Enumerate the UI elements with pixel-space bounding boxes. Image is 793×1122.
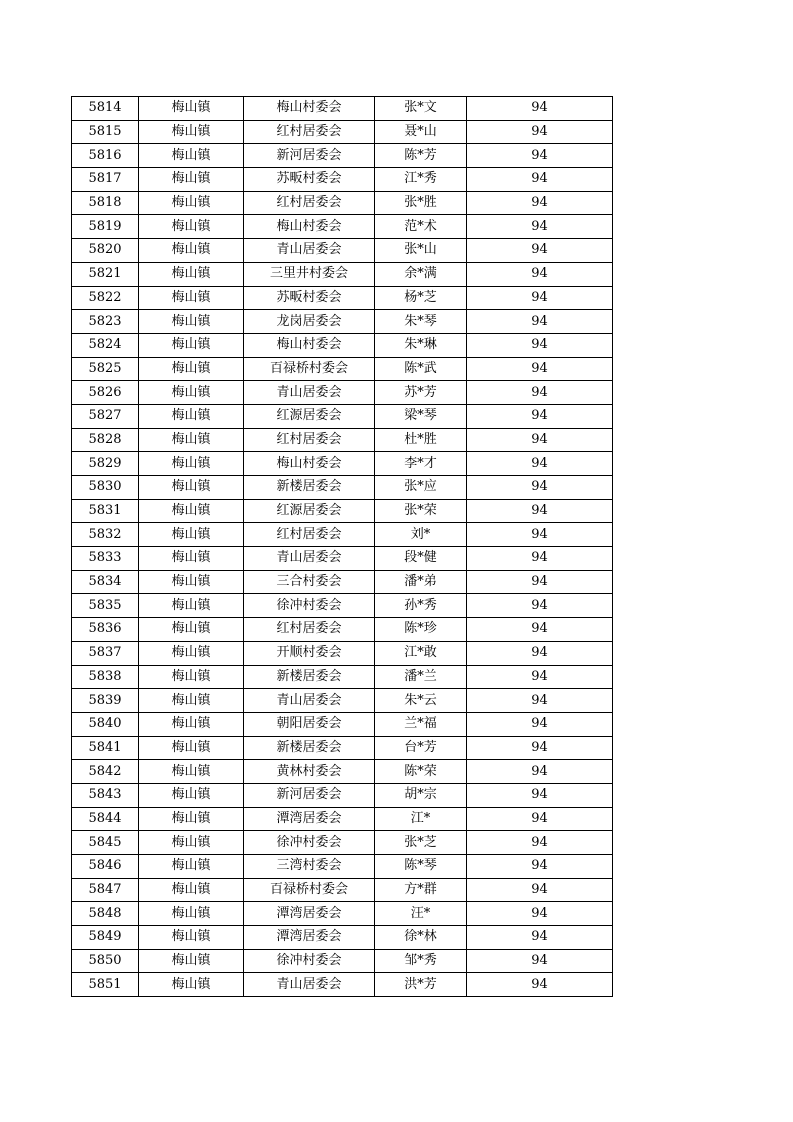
committee-cell: 青山居委会 [244,547,375,571]
town-cell: 梅山镇 [139,831,244,855]
committee-cell: 梅山村委会 [244,452,375,476]
score-cell: 94 [467,973,613,997]
serial-cell: 5825 [72,357,139,381]
serial-cell: 5822 [72,286,139,310]
table-row [72,310,613,334]
score-cell: 94 [467,215,613,239]
table-row [72,902,613,926]
score-cell: 94 [467,736,613,760]
table-row [72,452,613,476]
serial-cell: 5826 [72,381,139,405]
score-cell: 94 [467,452,613,476]
serial-cell: 5834 [72,570,139,594]
score-cell: 94 [467,618,613,642]
score-cell: 94 [467,476,613,500]
table-row [72,381,613,405]
committee-cell: 百禄桥村委会 [244,878,375,902]
name-cell: 张*芝 [375,831,467,855]
name-cell: 江* [375,807,467,831]
committee-cell: 红村居委会 [244,191,375,215]
table-row [72,286,613,310]
serial-cell: 5838 [72,665,139,689]
score-cell: 94 [467,333,613,357]
score-cell: 94 [467,949,613,973]
town-cell: 梅山镇 [139,97,244,121]
serial-cell: 5833 [72,547,139,571]
score-cell: 94 [467,712,613,736]
committee-cell: 徐冲村委会 [244,594,375,618]
table-row [72,215,613,239]
table-row [72,191,613,215]
table-row [72,570,613,594]
table-row [72,499,613,523]
name-cell: 杨*芝 [375,286,467,310]
town-cell: 梅山镇 [139,286,244,310]
committee-cell: 潭湾居委会 [244,807,375,831]
serial-cell: 5815 [72,120,139,144]
score-cell: 94 [467,831,613,855]
committee-cell: 红源居委会 [244,404,375,428]
score-cell: 94 [467,97,613,121]
serial-cell: 5851 [72,973,139,997]
committee-cell: 青山居委会 [244,973,375,997]
name-cell: 洪*芳 [375,973,467,997]
table-row [72,262,613,286]
committee-cell: 三湾村委会 [244,855,375,879]
score-cell: 94 [467,191,613,215]
town-cell: 梅山镇 [139,428,244,452]
committee-cell: 梅山村委会 [244,97,375,121]
score-cell: 94 [467,381,613,405]
table-row [72,618,613,642]
table-row [72,97,613,121]
name-cell: 张*应 [375,476,467,500]
town-cell: 梅山镇 [139,191,244,215]
table-row [72,855,613,879]
serial-cell: 5850 [72,949,139,973]
committee-cell: 青山居委会 [244,689,375,713]
committee-cell: 龙岗居委会 [244,310,375,334]
committee-cell: 三合村委会 [244,570,375,594]
name-cell: 江*敢 [375,641,467,665]
score-cell: 94 [467,168,613,192]
town-cell: 梅山镇 [139,926,244,950]
serial-cell: 5824 [72,333,139,357]
name-cell: 兰*福 [375,712,467,736]
score-cell: 94 [467,760,613,784]
score-cell: 94 [467,689,613,713]
town-cell: 梅山镇 [139,357,244,381]
score-cell: 94 [467,523,613,547]
score-cell: 94 [467,665,613,689]
score-cell: 94 [467,807,613,831]
name-cell: 段*健 [375,547,467,571]
score-cell: 94 [467,570,613,594]
table-body [72,97,613,997]
serial-cell: 5845 [72,831,139,855]
name-cell: 汪* [375,902,467,926]
town-cell: 梅山镇 [139,239,244,263]
committee-cell: 红村居委会 [244,428,375,452]
town-cell: 梅山镇 [139,665,244,689]
table-row [72,239,613,263]
table-row [72,973,613,997]
serial-cell: 5849 [72,926,139,950]
serial-cell: 5830 [72,476,139,500]
score-cell: 94 [467,878,613,902]
score-cell: 94 [467,310,613,334]
name-cell: 朱*琳 [375,333,467,357]
town-cell: 梅山镇 [139,404,244,428]
name-cell: 台*芳 [375,736,467,760]
committee-cell: 新楼居委会 [244,736,375,760]
name-cell: 徐*林 [375,926,467,950]
committee-cell: 新河居委会 [244,144,375,168]
table-row [72,357,613,381]
town-cell: 梅山镇 [139,902,244,926]
town-cell: 梅山镇 [139,807,244,831]
name-cell: 胡*宗 [375,783,467,807]
town-cell: 梅山镇 [139,689,244,713]
committee-cell: 潭湾居委会 [244,926,375,950]
table-row [72,120,613,144]
committee-cell: 开顺村委会 [244,641,375,665]
name-cell: 朱*琴 [375,310,467,334]
serial-cell: 5829 [72,452,139,476]
serial-cell: 5828 [72,428,139,452]
score-cell: 94 [467,286,613,310]
table-row [72,523,613,547]
name-cell: 张*山 [375,239,467,263]
name-cell: 孙*秀 [375,594,467,618]
town-cell: 梅山镇 [139,736,244,760]
town-cell: 梅山镇 [139,570,244,594]
name-cell: 邹*秀 [375,949,467,973]
table-row [72,641,613,665]
committee-cell: 朝阳居委会 [244,712,375,736]
committee-cell: 青山居委会 [244,381,375,405]
committee-cell: 新楼居委会 [244,476,375,500]
committee-cell: 潭湾居委会 [244,902,375,926]
name-cell: 苏*芳 [375,381,467,405]
table-row [72,736,613,760]
town-cell: 梅山镇 [139,783,244,807]
name-cell: 范*术 [375,215,467,239]
table-row [72,404,613,428]
serial-cell: 5832 [72,523,139,547]
table-row [72,547,613,571]
town-cell: 梅山镇 [139,523,244,547]
town-cell: 梅山镇 [139,547,244,571]
committee-cell: 新河居委会 [244,783,375,807]
committee-cell: 新楼居委会 [244,665,375,689]
name-cell: 张*荣 [375,499,467,523]
committee-cell: 梅山村委会 [244,215,375,239]
serial-cell: 5819 [72,215,139,239]
name-cell: 潘*弟 [375,570,467,594]
table-row [72,926,613,950]
name-cell: 陈*琴 [375,855,467,879]
town-cell: 梅山镇 [139,476,244,500]
table-row [72,831,613,855]
serial-cell: 5843 [72,783,139,807]
town-cell: 梅山镇 [139,760,244,784]
town-cell: 梅山镇 [139,452,244,476]
name-cell: 陈*珍 [375,618,467,642]
name-cell: 聂*山 [375,120,467,144]
score-cell: 94 [467,926,613,950]
committee-cell: 三里井村委会 [244,262,375,286]
table-row [72,689,613,713]
score-cell: 94 [467,641,613,665]
serial-cell: 5820 [72,239,139,263]
committee-cell: 红村居委会 [244,120,375,144]
score-cell: 94 [467,144,613,168]
serial-cell: 5842 [72,760,139,784]
town-cell: 梅山镇 [139,641,244,665]
table-row [72,144,613,168]
name-cell: 李*才 [375,452,467,476]
committee-cell: 苏畈村委会 [244,168,375,192]
committee-cell: 百禄桥村委会 [244,357,375,381]
score-cell: 94 [467,428,613,452]
table-row [72,807,613,831]
serial-cell: 5817 [72,168,139,192]
committee-cell: 黄林村委会 [244,760,375,784]
serial-cell: 5835 [72,594,139,618]
committee-cell: 青山居委会 [244,239,375,263]
committee-cell: 徐冲村委会 [244,831,375,855]
table-row [72,878,613,902]
name-cell: 杜*胜 [375,428,467,452]
name-cell: 刘* [375,523,467,547]
serial-cell: 5827 [72,404,139,428]
town-cell: 梅山镇 [139,144,244,168]
table-row [72,333,613,357]
serial-cell: 5841 [72,736,139,760]
town-cell: 梅山镇 [139,878,244,902]
score-cell: 94 [467,499,613,523]
serial-cell: 5837 [72,641,139,665]
serial-cell: 5839 [72,689,139,713]
table-row [72,476,613,500]
serial-cell: 5831 [72,499,139,523]
score-cell: 94 [467,594,613,618]
town-cell: 梅山镇 [139,381,244,405]
table-row [72,665,613,689]
table-row [72,168,613,192]
name-cell: 梁*琴 [375,404,467,428]
town-cell: 梅山镇 [139,712,244,736]
committee-cell: 梅山村委会 [244,333,375,357]
serial-cell: 5836 [72,618,139,642]
town-cell: 梅山镇 [139,499,244,523]
table-row [72,428,613,452]
serial-cell: 5844 [72,807,139,831]
serial-cell: 5818 [72,191,139,215]
town-cell: 梅山镇 [139,120,244,144]
town-cell: 梅山镇 [139,310,244,334]
name-cell: 江*秀 [375,168,467,192]
serial-cell: 5848 [72,902,139,926]
town-cell: 梅山镇 [139,855,244,879]
serial-cell: 5847 [72,878,139,902]
score-cell: 94 [467,547,613,571]
name-cell: 张*文 [375,97,467,121]
town-cell: 梅山镇 [139,262,244,286]
name-cell: 方*群 [375,878,467,902]
data-table [71,96,613,997]
name-cell: 余*满 [375,262,467,286]
town-cell: 梅山镇 [139,333,244,357]
table-row [72,783,613,807]
town-cell: 梅山镇 [139,973,244,997]
score-cell: 94 [467,120,613,144]
score-cell: 94 [467,783,613,807]
score-cell: 94 [467,855,613,879]
town-cell: 梅山镇 [139,215,244,239]
serial-cell: 5821 [72,262,139,286]
name-cell: 陈*荣 [375,760,467,784]
serial-cell: 5840 [72,712,139,736]
name-cell: 潘*兰 [375,665,467,689]
committee-cell: 红源居委会 [244,499,375,523]
committee-cell: 红村居委会 [244,618,375,642]
town-cell: 梅山镇 [139,168,244,192]
committee-cell: 苏畈村委会 [244,286,375,310]
town-cell: 梅山镇 [139,618,244,642]
serial-cell: 5816 [72,144,139,168]
name-cell: 陈*芳 [375,144,467,168]
table-row [72,594,613,618]
serial-cell: 5814 [72,97,139,121]
committee-cell: 徐冲村委会 [244,949,375,973]
score-cell: 94 [467,404,613,428]
town-cell: 梅山镇 [139,594,244,618]
committee-cell: 红村居委会 [244,523,375,547]
name-cell: 陈*武 [375,357,467,381]
table-row [72,760,613,784]
serial-cell: 5846 [72,855,139,879]
table-row [72,949,613,973]
score-cell: 94 [467,262,613,286]
name-cell: 朱*云 [375,689,467,713]
name-cell: 张*胜 [375,191,467,215]
town-cell: 梅山镇 [139,949,244,973]
score-cell: 94 [467,902,613,926]
score-cell: 94 [467,357,613,381]
table-row [72,712,613,736]
serial-cell: 5823 [72,310,139,334]
score-cell: 94 [467,239,613,263]
